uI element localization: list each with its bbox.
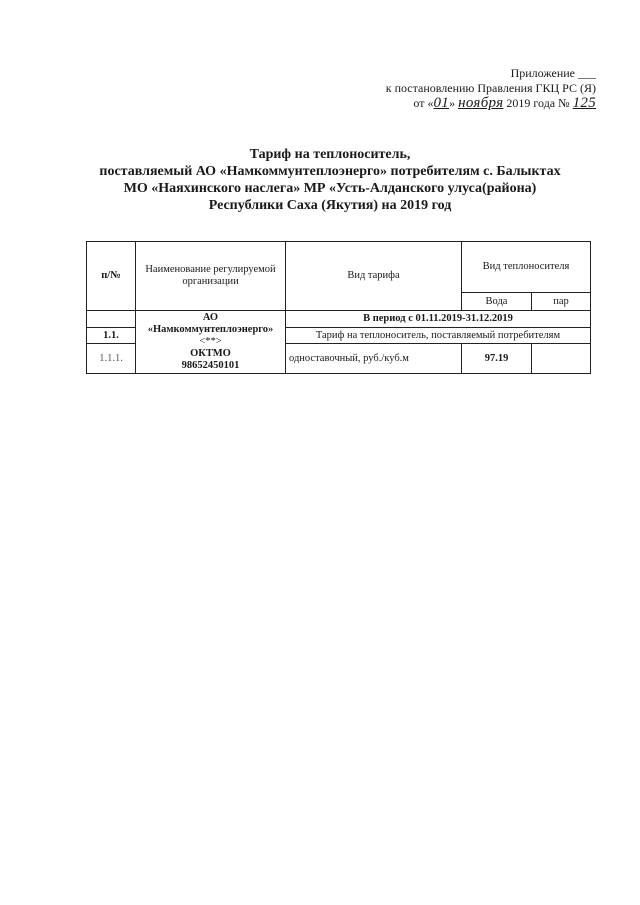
period-row xyxy=(87,311,591,328)
row-num: 1.1. xyxy=(87,328,136,344)
decree-number: 125 xyxy=(572,95,596,111)
title-line-3: МО «Наяхинского наслега» МР «Усть-Алданского улуса(района) xyxy=(123,181,537,196)
org-note: <**> xyxy=(199,336,222,347)
date-day: 01 xyxy=(433,95,450,111)
date-month: ноября xyxy=(458,95,504,111)
tariff-table xyxy=(86,241,591,374)
title-line-4: Республики Саха (Якутия) на 2019 год xyxy=(208,198,452,213)
header-steam: пар xyxy=(532,293,591,311)
row-tariff-type: одноставочный, руб./куб.м xyxy=(286,344,462,374)
org-name: АО «Намкоммунтеплоэнерго» xyxy=(147,312,274,335)
org-cell xyxy=(136,311,286,374)
appendix-block xyxy=(296,66,596,111)
header-org: Наименование регулируемой организации xyxy=(136,242,286,311)
period-cell: В период с 01.11.2019-31.12.2019 xyxy=(286,311,591,328)
title-line-2: поставляемый АО «Намкоммунтеплоэнерго» потребителям с. Балыктах xyxy=(99,164,561,179)
table-header-row xyxy=(87,242,591,293)
period-num-cell xyxy=(87,311,136,328)
appendix-label: Приложение ___ xyxy=(510,66,596,80)
header-num: п/№ xyxy=(87,242,136,311)
header-water: Вода xyxy=(462,293,532,311)
row-num: 1.1.1. xyxy=(87,344,136,374)
date-year: 2019 года № xyxy=(506,96,570,110)
row-steam-value xyxy=(532,344,591,374)
appendix-date xyxy=(296,96,596,111)
oktmo-code: 98652450101 xyxy=(181,360,240,371)
header-tariff-type: Вид тарифа xyxy=(286,242,462,311)
oktmo-label: ОКТМО xyxy=(190,348,231,359)
row-water-value: 97.19 xyxy=(462,344,532,374)
appendix-decree: к постановлению Правления ГКЦ РС (Я) xyxy=(385,81,596,95)
header-carrier: Вид теплоносителя xyxy=(462,242,591,293)
date-prefix: от « xyxy=(413,96,434,110)
row-text: Тариф на теплоноситель, поставляемый потребителям xyxy=(286,328,591,344)
document-title xyxy=(40,146,620,214)
title-line-1: Тариф на теплоноситель, xyxy=(249,147,411,162)
date-mid: » xyxy=(449,96,456,110)
